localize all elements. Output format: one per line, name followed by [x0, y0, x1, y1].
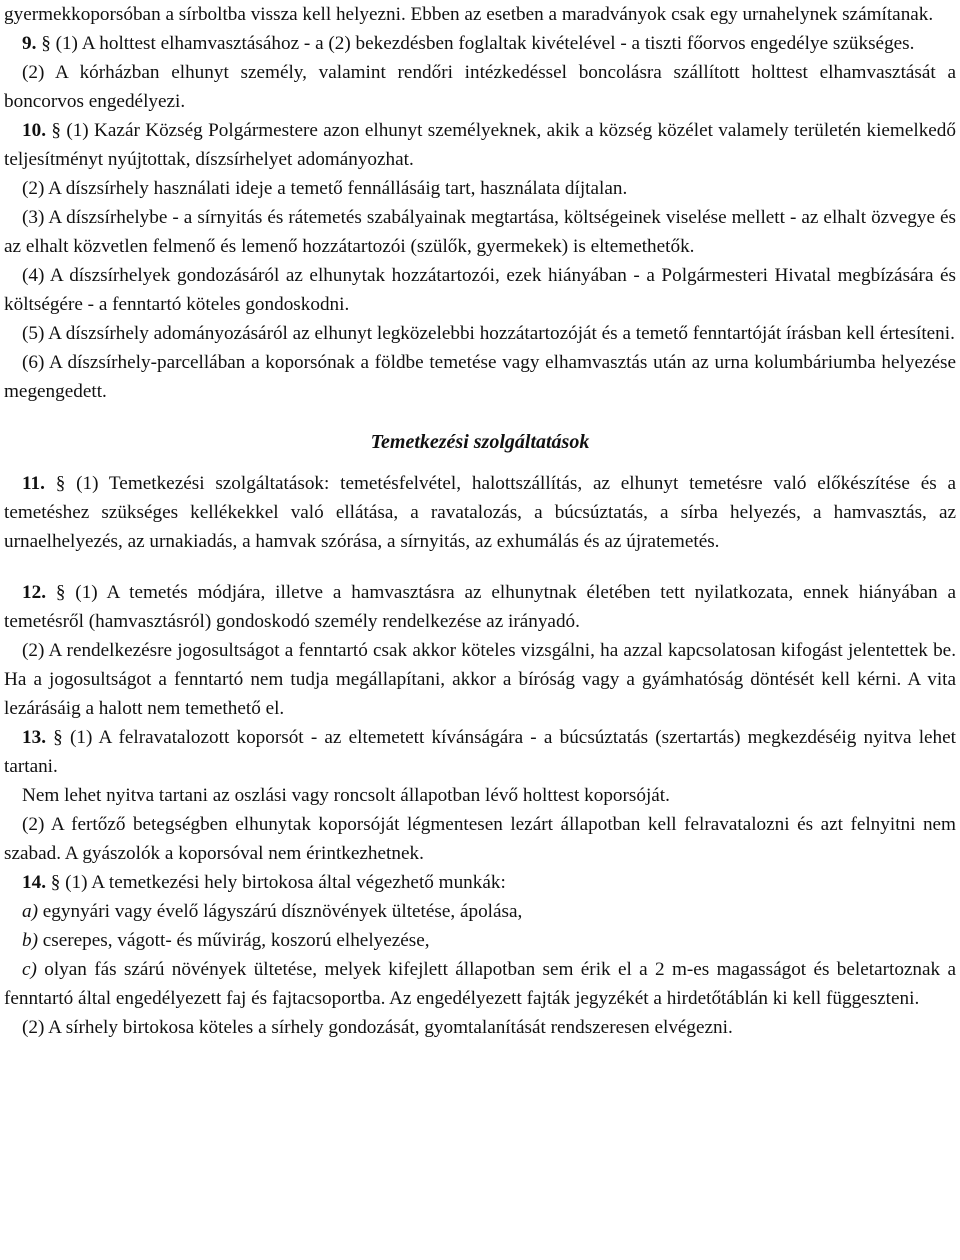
section-number: 10. — [22, 120, 46, 141]
section-12-para-2 — [4, 636, 956, 723]
paragraph-text: (2) A kórházban elhunyt személy, valamint rendőri intézkedéssel boncolásra szállított holttest elhamvasztását a boncorvos engedélyezi. — [4, 62, 956, 112]
paragraph-continuation — [4, 0, 956, 29]
section-10-para-2 — [4, 174, 956, 203]
paragraph-text: (4) A díszsírhelyek gondozásáról az elhunytak hozzátartozói, ezek hiányában - a Polgármesteri Hivatal megbízására és költségére - a fenntartó köteles gondoskodni. — [4, 265, 956, 315]
paragraph-text: (3) A díszsírhelybe - a sírnyitás és rátemetés szabályainak megtartása, költségeinek viselése mellett - az elhalt özvegye és az elhalt közvetlen felmenő és lemenő hozzátartozói (szülők, gyermekek) is eltemethetők. — [4, 207, 956, 257]
paragraph-text: gyermekkoporsóban a sírboltba vissza kell helyezni. Ebben az esetben a maradványok csak egy urnahelynek számítanak. — [4, 4, 934, 25]
section-number: 11. — [22, 473, 45, 494]
paragraph-text: (2) A fertőző betegségben elhunytak koporsóját légmentesen lezárt állapotban kell felravatalozni és azt felnyitni nem szabad. A gyászolók a koporsóval nem érintkezhetnek. — [4, 814, 956, 864]
paragraph-text: § (1) Kazár Község Polgármestere azon elhunyt személyeknek, akik a község közélet valamely területén kiemelkedő teljesítményt nyújtottak, díszsírhelyet adományozhat. — [4, 120, 956, 170]
section-11 — [4, 469, 956, 556]
section-heading: Temetkezési szolgáltatások — [370, 431, 590, 453]
paragraph-text: (2) A rendelkezésre jogosultságot a fenntartó csak akkor köteles vizsgálni, ha azzal kapcsolatosan kifogást jelentettek be. Ha a jogosultságot a fenntartó nem tudja megállapítani, akkor a bíróság vagy a gyámhatóság döntését kell kérni. A vita lezárásáig a halott nem temethető el. — [4, 640, 956, 719]
paragraph-text: (5) A díszsírhely adományozásáról az elhunyt legközelebbi hozzátartozóját és a temető fenntartóját írásban kell értesíteni. — [22, 323, 955, 344]
paragraph-text: § (1) A temetés módjára, illetve a hamvasztásra az elhunytnak életében tett nyilatkozata, ennek hiányában a temetésről (hamvasztásról) gondoskodó személy rendelkezése az irányadó. — [4, 582, 956, 632]
section-14-para-2 — [4, 1013, 956, 1042]
section-number: 12. — [22, 582, 46, 603]
section-number: 9. — [22, 33, 37, 54]
section-number: 13. — [22, 727, 46, 748]
paragraph-text: § (1) A felravatalozott koporsót - az eltemetett kívánságára - a búcsúztatás (szertartás) megkezdéséig nyitva lehet tartani. — [4, 727, 956, 777]
section-13-sentence — [4, 781, 956, 810]
paragraph-text: (2) A díszsírhely használati ideje a temető fennállásáig tart, használata díjtalan. — [22, 178, 628, 199]
section-10-para-6 — [4, 348, 956, 406]
section-number: 14. — [22, 872, 46, 893]
paragraph-text: olyan fás szárú növények ültetése, melyek kifejlett állapotban sem érik el a 2 m-es magasságot és beletartoznak a fenntartó által engedélyezett faj és fajtacsoportba. Az engedélyezett fajták jegyzékét a hirdetőtáblán ki kell függeszteni. — [4, 959, 956, 1009]
section-13 — [4, 723, 956, 781]
section-13-para-2 — [4, 810, 956, 868]
spacer — [4, 406, 956, 428]
item-label: c) — [22, 959, 37, 980]
section-10-para-5 — [4, 319, 956, 348]
section-14-item-a — [4, 897, 956, 926]
spacer — [4, 457, 956, 469]
paragraph-text: § (1) A holttest elhamvasztásához - a (2) bekezdésben foglaltak kivételével - a tiszti főorvos engedélye szükséges. — [36, 33, 915, 54]
paragraph-text: cserepes, vágott- és művirág, koszorú elhelyezése, — [37, 930, 430, 951]
section-10-para-3 — [4, 203, 956, 261]
item-label: b) — [22, 930, 38, 951]
paragraph-text: Nem lehet nyitva tartani az oszlási vagy roncsolt állapotban lévő holttest koporsóját. — [22, 785, 670, 806]
paragraph-text: egynyári vagy évelő lágyszárú dísznövények ültetése, ápolása, — [37, 901, 523, 922]
paragraph-text: (6) A díszsírhely-parcellában a koporsónak a földbe temetése vagy elhamvasztás után az urna kolumbáriumba helyezése megengedett. — [4, 352, 956, 402]
section-14-item-c — [4, 955, 956, 1013]
section-9 — [4, 29, 956, 58]
item-label: a) — [22, 901, 38, 922]
spacer — [4, 556, 956, 578]
section-14-item-b — [4, 926, 956, 955]
paragraph-text: (2) A sírhely birtokosa köteles a sírhely gondozását, gyomtalanítását rendszeresen elvégezni. — [22, 1017, 733, 1038]
paragraph-text: § (1) Temetkezési szolgáltatások: temetésfelvétel, halottszállítás, az elhunyt temetésre való előkészítése és a temetéshez szükséges kellékekkel való ellátása, a ravatalozás, a búcsúztatás, a sírba helyezés, a hamvasztás, az urnaelhelyezés, az urnakiadás, a hamvak szórása, a sírnyitás, az exhumálás és az újratemetés. — [4, 473, 956, 552]
paragraph-text: § (1) A temetkezési hely birtokosa által végezhető munkák: — [45, 872, 506, 893]
section-9-para-2 — [4, 58, 956, 116]
section-12 — [4, 578, 956, 636]
section-10 — [4, 116, 956, 174]
section-10-para-4 — [4, 261, 956, 319]
document-page — [4, 0, 956, 1042]
section-14 — [4, 868, 956, 897]
